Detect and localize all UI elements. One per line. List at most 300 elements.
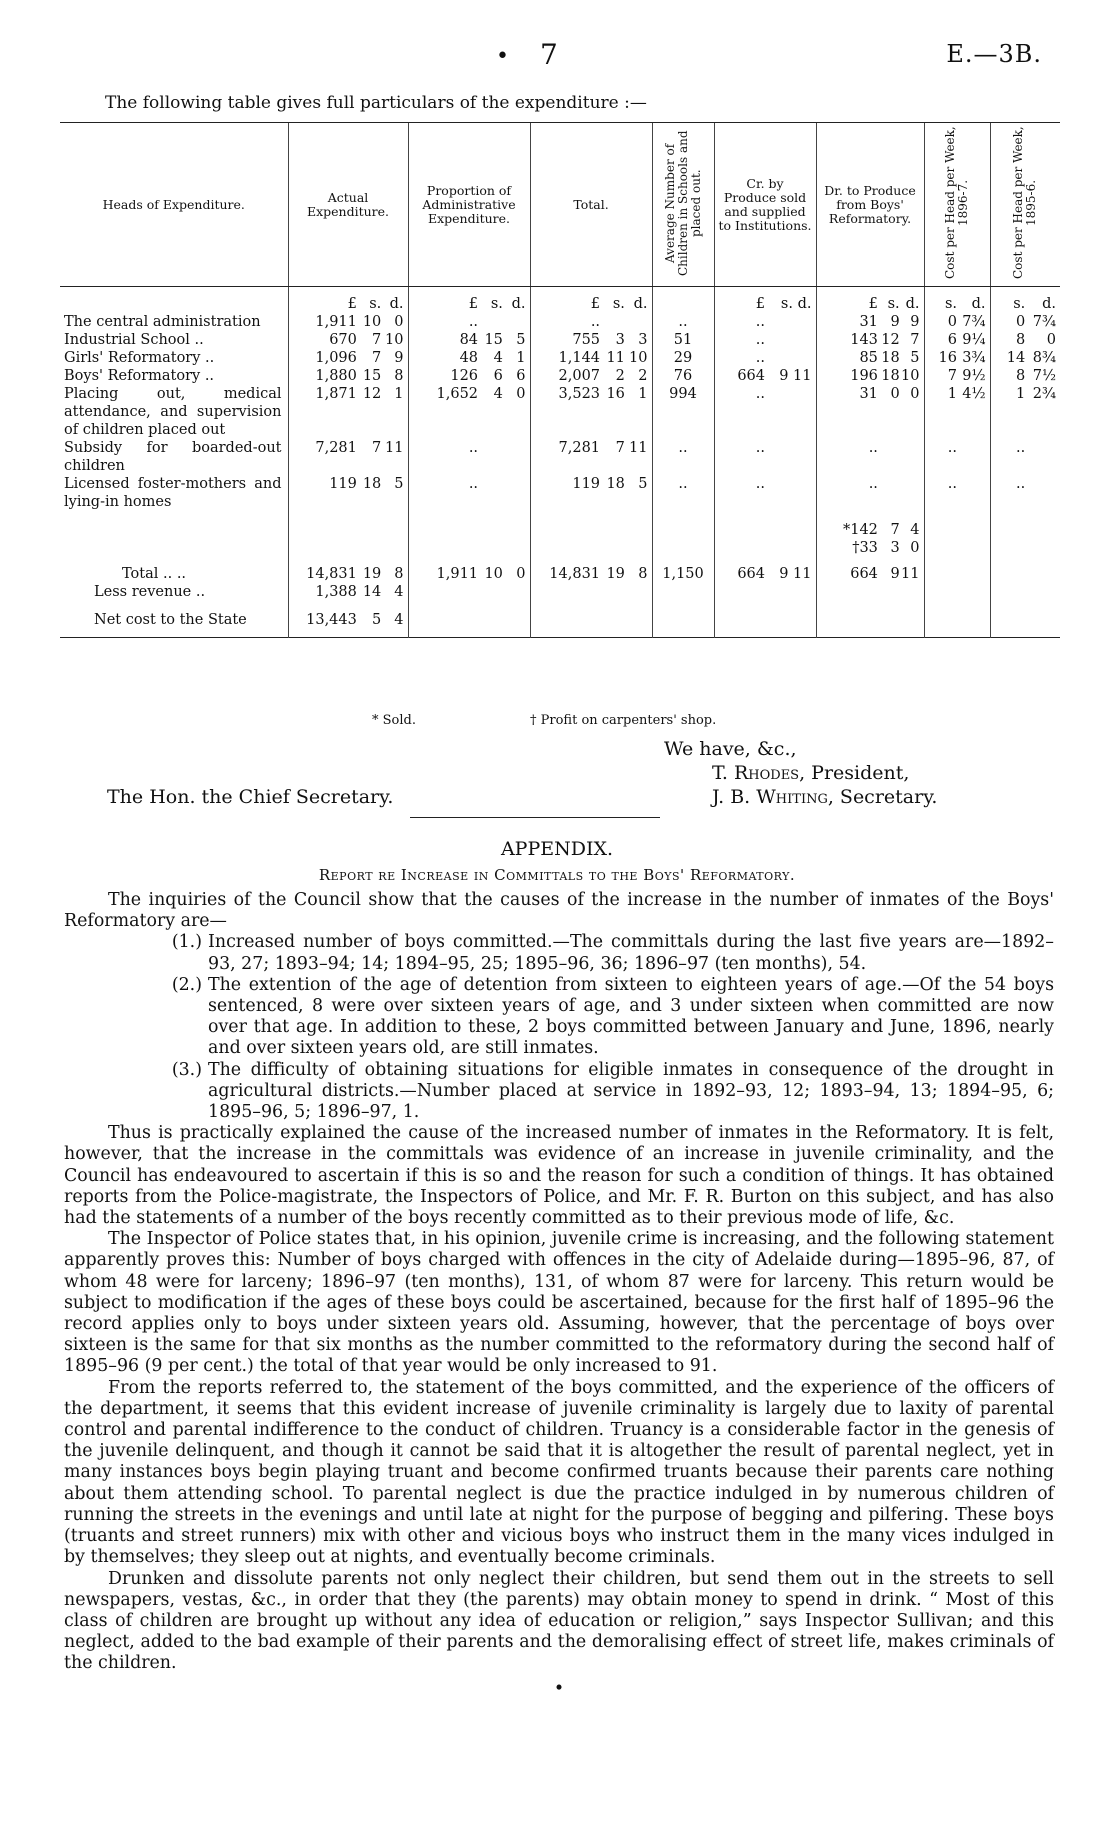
cr-amount <box>719 349 812 367</box>
secretary-title: , Secretary. <box>827 786 938 808</box>
proportion-amount <box>413 331 526 349</box>
cr-amount-part <box>765 331 812 349</box>
cost-1896-7-part: 9½ <box>962 368 986 384</box>
total-amount-part: 119 <box>572 476 601 492</box>
paragraph: The inquiries of the Council show that the causes of the increase in the number of inmates of the Boys' Reformatory are— <box>64 890 1054 932</box>
proportion-amount-part: 0 <box>516 386 526 402</box>
actual-amount-part: 1,911 <box>315 314 357 330</box>
total-avg: 1,150 <box>662 566 704 582</box>
extra-dr-part: †33 <box>852 540 878 556</box>
unit-s: s. <box>369 296 382 312</box>
extra-dr-amount <box>821 539 920 557</box>
cost-1895-6-part: .. <box>1016 476 1026 492</box>
dr-amount-part: 143 <box>850 332 878 348</box>
total-amount-part: 18 <box>606 476 625 492</box>
extra-dr-part: 0 <box>910 540 920 556</box>
unit-pound: £ <box>755 296 765 312</box>
cost-1896-7 <box>929 439 986 457</box>
actual-amount-part: 670 <box>329 332 357 348</box>
cost-1895-6-part <box>1025 439 1056 457</box>
cr-amount <box>719 385 812 403</box>
total-amount <box>535 385 648 403</box>
table-row <box>60 439 1060 475</box>
col-actual: Actual Expenditure. <box>288 123 408 287</box>
actual-amount-part: 8 <box>394 368 404 384</box>
cost-1896-7 <box>929 367 986 385</box>
less-actual <box>293 583 404 601</box>
less-label: Less revenue .. <box>94 584 206 600</box>
proportion-amount-part: 15 <box>484 332 503 348</box>
total-actual <box>293 565 404 583</box>
cost-1895-6 <box>995 439 1057 457</box>
cost-1895-6-part: 0 <box>1046 332 1056 348</box>
cost-1895-6 <box>995 367 1057 385</box>
total-amount-part: 7 <box>615 440 625 456</box>
total-amount <box>535 313 648 331</box>
cost-1896-7-part: 16 <box>938 350 957 366</box>
actual-amount-part: 7 <box>372 332 382 348</box>
dr-amount-part: 7 <box>910 332 920 348</box>
actual-amount-part: 1 <box>394 386 404 402</box>
actual-amount-part: 7 <box>372 440 382 456</box>
avg-number: 51 <box>673 332 693 348</box>
actual-amount-part: 0 <box>394 314 404 330</box>
dr-amount <box>821 439 920 457</box>
paragraph: The Inspector of Police states that, in his opinion, juvenile crime is increasing, and the following statement apparently proves this: Number of boys charged with offences in the city of Adelaide during—1895–96, 87, of whom 48 were for larceny; 1896–97 (ten months), 131, of whom 87 were for larceny. This return would be subject to modification if the ages of these boys could be ascertained, because for the first half of 1895–96 the record applies only to boys under sixteen years old. Assuming, however, that the percentage of boys over sixteen is the same for that six months as the number committed to the reformatory during the second half of 1895–96 (9 per cent.) the total of that year would be only increased to 91. <box>64 1229 1054 1377</box>
col-avg-number: Average Number of Children in Schools and placed out. <box>662 130 703 276</box>
actual-amount-part: 1,880 <box>315 368 357 384</box>
president-title: , President, <box>799 762 910 784</box>
proportion-amount-part: 6 <box>493 368 503 384</box>
end-dot: • <box>553 1678 565 1699</box>
table-row <box>60 313 1060 331</box>
dr-amount <box>821 313 920 331</box>
dr-amount-part: 10 <box>901 368 920 384</box>
section-divider <box>410 817 660 818</box>
paragraph: From the reports referred to, the statement of the boys committed, and the experience of the officers of the department, it seems that this evident increase of juvenile criminality is largely due to laxity of parental control and parental indifference to the conduct of children. Truancy is a considerable factor in the genesis of the juvenile delinquent, and though it cannot be said that it is altogether the result of parental neglect, yet in many instances boys begin playing truant and become confirmed truants because their parents care nothing about them attending school. To parental neglect is due the practice indulged in by numerous children of running the streets in the evenings and until late at night for the purpose of begging and pilfering. These boys (truants and street runners) mix with other and vicious boys who instruct them in the many vices indulged in by themselves; they sleep out at nights, and eventually become criminals. <box>64 1377 1054 1568</box>
net-actual-part: 4 <box>394 612 404 628</box>
total-amount-part: 755 <box>572 332 601 348</box>
dr-amount-part: 31 <box>859 386 878 402</box>
total-amount-part: 3 <box>615 332 625 348</box>
unit-d: d. <box>971 296 986 312</box>
cost-1895-6-part: 8 <box>1016 368 1026 384</box>
total-actual-part: 8 <box>394 566 404 582</box>
cr-amount <box>719 367 812 385</box>
dr-amount-part: 9 <box>910 314 920 330</box>
cr-amount-part: .. <box>755 476 765 492</box>
cost-1896-7-part: 1 <box>947 386 957 402</box>
actual-amount-part: 10 <box>362 314 382 330</box>
less-actual-part: 14 <box>362 584 382 600</box>
net-label: Net cost to the State <box>94 612 247 628</box>
actual-amount <box>293 367 404 385</box>
cost-1896-7-part <box>957 475 986 493</box>
row-label: Licensed foster-mothers and lying-in homes <box>64 476 282 510</box>
proportion-amount-part: 1 <box>516 350 526 366</box>
actual-amount <box>293 439 404 457</box>
proportion-amount-part <box>478 475 503 493</box>
cr-amount-part: 664 <box>737 368 765 384</box>
row-label: Industrial School .. <box>64 332 204 348</box>
cr-amount-part <box>765 475 812 493</box>
proportion-amount-part: .. <box>468 476 479 492</box>
total-amount-part: 16 <box>606 386 625 402</box>
actual-amount-part: 11 <box>385 440 404 456</box>
actual-amount-part: 15 <box>362 368 382 384</box>
cost-1895-6-part: 7¾ <box>1032 314 1056 330</box>
total-cr-part: 9 11 <box>779 566 812 582</box>
unit-d: d. <box>797 296 812 312</box>
total-total <box>535 565 648 583</box>
cost-1895-6-part: 14 <box>1006 350 1026 366</box>
cost-1896-7 <box>929 313 986 331</box>
less-revenue-row <box>60 583 1060 601</box>
actual-amount-part: 5 <box>394 476 404 492</box>
signoff-secretary <box>712 786 937 808</box>
proportion-amount-part: .. <box>468 440 479 456</box>
header-dot: • <box>496 44 509 69</box>
cr-amount-part: .. <box>755 314 765 330</box>
proportion-amount-part <box>503 313 526 331</box>
dr-amount <box>821 331 920 349</box>
total-cr-part: 664 <box>737 566 765 582</box>
list-number: (3.) <box>171 1059 202 1080</box>
total-row <box>60 557 1060 583</box>
cost-1896-7-part: 7 <box>947 368 957 384</box>
cost-1896-7 <box>929 349 986 367</box>
cr-amount-part <box>765 385 812 403</box>
list-item <box>64 975 1054 1060</box>
table-intro: The following table gives full particulars of the expenditure :— <box>105 93 647 113</box>
secretary-name: Whiting <box>756 786 828 808</box>
cr-amount-part <box>765 439 812 457</box>
unit-s: s. <box>490 296 503 312</box>
row-label: Girls' Reformatory .. <box>64 350 215 366</box>
proportion-amount <box>413 367 526 385</box>
list-number: (1.) <box>171 932 202 953</box>
row-label: Boys' Reformatory .. <box>64 368 215 384</box>
cost-1896-7 <box>929 385 986 403</box>
extra-dr-part: 3 <box>890 540 900 556</box>
cr-amount-part: .. <box>755 350 765 366</box>
proportion-amount <box>413 313 526 331</box>
signoff-president <box>712 762 909 784</box>
proportion-amount <box>413 349 526 367</box>
unit-d: d. <box>633 296 648 312</box>
proportion-amount-part: 1,652 <box>436 386 479 402</box>
cost-1895-6-part: 8 <box>1016 332 1026 348</box>
total-proportion-part: 0 <box>516 566 526 582</box>
actual-amount-part: 18 <box>362 476 382 492</box>
total-dr-part: 9 <box>890 566 900 582</box>
list-item <box>64 1060 1054 1124</box>
list-text: Increased number of boys committed.—The committals during the last five years are—1892–93, 27; 1893–94; 14; 1894–95, 25; 1895–96, 36; 1896–97 (ten months), 54. <box>208 932 1054 974</box>
row-label: Subsidy for boarded-out children <box>64 440 282 474</box>
col-heads: Heads of Expenditure. <box>60 123 288 287</box>
unit-pound: £ <box>347 296 357 312</box>
dr-amount-part <box>878 439 900 457</box>
extra-dr-part: 4 <box>910 522 920 538</box>
addressee: The Hon. the Chief Secretary. <box>107 786 394 808</box>
total-amount <box>535 439 648 457</box>
proportion-amount-part: 6 <box>516 368 526 384</box>
total-cr <box>719 565 812 583</box>
total-amount-part: 2 <box>638 368 648 384</box>
unit-s: s. <box>780 296 793 312</box>
cr-amount-part <box>765 349 812 367</box>
dr-amount <box>821 475 920 493</box>
total-amount-part: 2,007 <box>558 368 601 384</box>
actual-amount-part: 9 <box>394 350 404 366</box>
initial: J. B. <box>712 786 757 808</box>
footnote-sold: * Sold. <box>372 713 416 728</box>
proportion-amount-part <box>478 439 503 457</box>
total-amount-part: 5 <box>638 476 648 492</box>
row-label: Placing out, medical attendance, and supervision of children placed out <box>64 386 282 438</box>
cr-amount-part: 9 11 <box>779 368 812 384</box>
actual-amount-part: 7 <box>372 350 382 366</box>
dr-amount-part <box>900 439 920 457</box>
cost-1895-6-part: 1 <box>1016 386 1026 402</box>
avg-number: .. <box>678 440 688 456</box>
cr-amount-part <box>765 313 812 331</box>
total-amount-part: .. <box>590 314 601 330</box>
unit-d: d. <box>1042 296 1056 312</box>
proportion-amount-part: 48 <box>459 350 479 366</box>
actual-amount-part: 1,096 <box>315 350 357 366</box>
total-proportion-part: 10 <box>484 566 503 582</box>
unit-s: s. <box>1013 296 1026 312</box>
proportion-amount-part: 4 <box>493 386 503 402</box>
total-label: Total .. .. <box>122 566 187 582</box>
total-proportion-part: 1,911 <box>436 566 479 582</box>
appendix-body <box>64 890 1054 1700</box>
page-number: 7 <box>540 38 558 71</box>
col-proportion: Proportion of Administrative Expenditure. <box>408 123 530 287</box>
total-amount-part: 2 <box>615 368 625 384</box>
actual-amount <box>293 349 404 367</box>
dr-amount-part: 5 <box>910 350 920 366</box>
unit-d: d. <box>511 296 526 312</box>
unit-pound: £ <box>590 296 601 312</box>
proportion-amount-part <box>503 475 526 493</box>
unit-s: s. <box>887 296 900 312</box>
cr-amount-part: .. <box>755 440 765 456</box>
total-amount <box>535 349 648 367</box>
actual-amount <box>293 331 404 349</box>
cr-amount-part: .. <box>755 386 765 402</box>
proportion-amount-part: .. <box>468 314 479 330</box>
avg-number: 76 <box>673 368 693 384</box>
dr-amount-part <box>878 475 900 493</box>
cost-1896-7-part: .. <box>947 440 957 456</box>
cost-1895-6 <box>995 385 1057 403</box>
cost-1895-6-part: .. <box>1016 440 1026 456</box>
total-amount <box>535 367 648 385</box>
total-amount <box>535 331 648 349</box>
cost-1896-7-part: 0 <box>947 314 957 330</box>
unit-pound: £ <box>868 296 878 312</box>
proportion-amount <box>413 475 526 493</box>
dr-amount <box>821 367 920 385</box>
dr-amount-part: 18 <box>881 350 900 366</box>
total-actual-part: 14,831 <box>306 566 357 582</box>
signoff-we-have: We have, &c., <box>664 738 797 760</box>
appendix-title: APPENDIX. <box>500 838 614 860</box>
unit-d: d. <box>389 296 404 312</box>
dr-amount-part: 31 <box>859 314 878 330</box>
cost-1895-6-part: 8¾ <box>1032 350 1056 366</box>
total-total-part: 19 <box>606 566 625 582</box>
total-dr <box>821 565 920 583</box>
unit-d: d. <box>905 296 920 312</box>
actual-amount <box>293 385 404 403</box>
cost-1896-7 <box>929 331 986 349</box>
cost-1896-7-part: 4½ <box>962 386 986 402</box>
unit-pound: £ <box>468 296 479 312</box>
cost-1895-6 <box>995 475 1057 493</box>
extra-dr-part: 7 <box>890 522 900 538</box>
cost-1896-7 <box>929 475 986 493</box>
proportion-amount-part <box>503 439 526 457</box>
total-total-part: 8 <box>638 566 648 582</box>
cost-1896-7-part: 6 <box>947 332 957 348</box>
total-actual-part: 19 <box>362 566 382 582</box>
cost-1895-6-part: 2¾ <box>1032 386 1056 402</box>
paragraph: Drunken and dissolute parents not only neglect their children, but send them out in the streets to sell newspapers, vestas, &c., in order that they (the parents) may obtain money to spend in drink. “ Most of this class of children are brought up without any idea of education or religion,” says Inspector Sullivan; and this neglect, added to the bad example of their parents and the demoralising effect of street life, makes criminals of the children. <box>64 1568 1054 1674</box>
total-amount-part: 3 <box>638 332 648 348</box>
initial: T. <box>712 762 734 784</box>
dr-amount-part: 0 <box>910 386 920 402</box>
total-proportion <box>413 565 526 583</box>
total-amount-part: 11 <box>629 440 648 456</box>
cost-1896-7-part: 3¾ <box>962 350 986 366</box>
net-cost-row <box>60 601 1060 638</box>
dr-amount-part: 85 <box>859 350 878 366</box>
less-actual-part: 1,388 <box>315 584 357 600</box>
actual-amount-part: 12 <box>362 386 382 402</box>
col-cr-produce: Cr. by Produce sold and supplied to Institutions. <box>714 123 816 287</box>
dr-amount-part: 18 <box>881 368 900 384</box>
proportion-amount-part: 5 <box>516 332 526 348</box>
extra-dr-part: *142 <box>842 522 878 538</box>
table-row <box>60 475 1060 511</box>
cost-1895-6-part: 0 <box>1016 314 1026 330</box>
table-header-row <box>60 123 1060 287</box>
dr-amount-part: 9 <box>890 314 900 330</box>
proportion-amount-part: 84 <box>459 332 479 348</box>
total-amount <box>535 475 648 493</box>
less-actual-part: 4 <box>394 584 404 600</box>
actual-amount <box>293 475 404 493</box>
cr-amount <box>719 475 812 493</box>
cr-amount-part: .. <box>755 332 765 348</box>
appendix-subtitle: Report re Increase in Committals to the Boys' Reformatory. <box>318 866 796 884</box>
units-row <box>60 287 1060 314</box>
cr-amount <box>719 439 812 457</box>
cost-1895-6 <box>995 349 1057 367</box>
cr-amount <box>719 313 812 331</box>
table-row <box>60 367 1060 385</box>
actual-amount-part: 119 <box>329 476 357 492</box>
list-item <box>64 932 1054 974</box>
cost-1896-7-part: 9¼ <box>962 332 986 348</box>
total-amount-part: 10 <box>629 350 648 366</box>
total-amount-part: 1 <box>638 386 648 402</box>
total-dr-part: 11 <box>901 566 920 582</box>
cost-1895-6 <box>995 331 1057 349</box>
col-cost-1896-7: Cost per Head per Week, 1896-7. <box>943 126 970 280</box>
proportion-amount-part: 4 <box>493 350 503 366</box>
avg-number: .. <box>678 476 688 492</box>
extra-dr-row <box>60 539 1060 557</box>
col-cost-1895-6: Cost per Head per Week, 1895-6. <box>1011 126 1039 280</box>
dr-amount-part: 196 <box>850 368 878 384</box>
total-amount-part: 3,523 <box>558 386 601 402</box>
dr-amount-part: .. <box>868 476 878 492</box>
list-number: (2.) <box>171 974 202 995</box>
total-amount-part <box>600 313 625 331</box>
cr-amount <box>719 331 812 349</box>
dr-amount-part: 0 <box>890 386 900 402</box>
actual-amount-part: 1,871 <box>315 386 357 402</box>
total-dr-part: 664 <box>850 566 878 582</box>
extra-dr-row <box>60 511 1060 539</box>
cost-1896-7-part <box>957 439 986 457</box>
cost-1895-6 <box>995 313 1057 331</box>
table-row <box>60 349 1060 367</box>
dr-amount-part: .. <box>868 440 878 456</box>
avg-number: 29 <box>673 350 693 366</box>
actual-amount <box>293 313 404 331</box>
unit-s: s. <box>944 296 957 312</box>
actual-amount-part: 7,281 <box>315 440 357 456</box>
proportion-amount-part: 126 <box>450 368 479 384</box>
proportion-amount <box>413 439 526 457</box>
total-total-part: 14,831 <box>549 566 601 582</box>
cost-1895-6-part: 7½ <box>1032 368 1056 384</box>
dr-amount-part: 12 <box>881 332 900 348</box>
cost-1896-7-part: .. <box>947 476 957 492</box>
row-label: The central administration <box>64 314 261 330</box>
president-name: Rhodes <box>733 762 800 784</box>
table-row <box>60 385 1060 439</box>
list-text: The extention of the age of detention from sixteen to eighteen years of age.—Of the 54 boys sentenced, 8 were over sixteen years of age, and 3 under sixteen when committed are now over that age. In addition to these, 2 boys committed between January and June, 1896, nearly and over sixteen years old, are still inmates. <box>208 974 1054 1059</box>
table-row <box>60 331 1060 349</box>
dr-amount <box>821 385 920 403</box>
dr-amount-part <box>900 475 920 493</box>
dr-amount <box>821 349 920 367</box>
cost-1896-7-part: 7¾ <box>962 314 986 330</box>
col-total: Total. <box>530 123 652 287</box>
total-amount-part: 11 <box>606 350 625 366</box>
avg-number: .. <box>678 314 688 330</box>
total-amount-part <box>625 313 648 331</box>
document-reference: E.—3B. <box>946 40 1042 68</box>
actual-amount-part: 10 <box>385 332 404 348</box>
cost-1895-6-part <box>1025 475 1056 493</box>
extra-dr-amount <box>821 521 920 539</box>
total-amount-part: 1,144 <box>558 350 601 366</box>
col-dr-produce: Dr. to Produce from Boys' Reformatory. <box>816 123 924 287</box>
footnote-profit: † Profit on carpenters' shop. <box>530 713 717 728</box>
expenditure-table <box>60 122 1060 638</box>
net-actual <box>293 611 404 629</box>
net-actual-part: 5 <box>372 612 382 628</box>
proportion-amount <box>413 385 526 403</box>
unit-s: s. <box>612 296 625 312</box>
